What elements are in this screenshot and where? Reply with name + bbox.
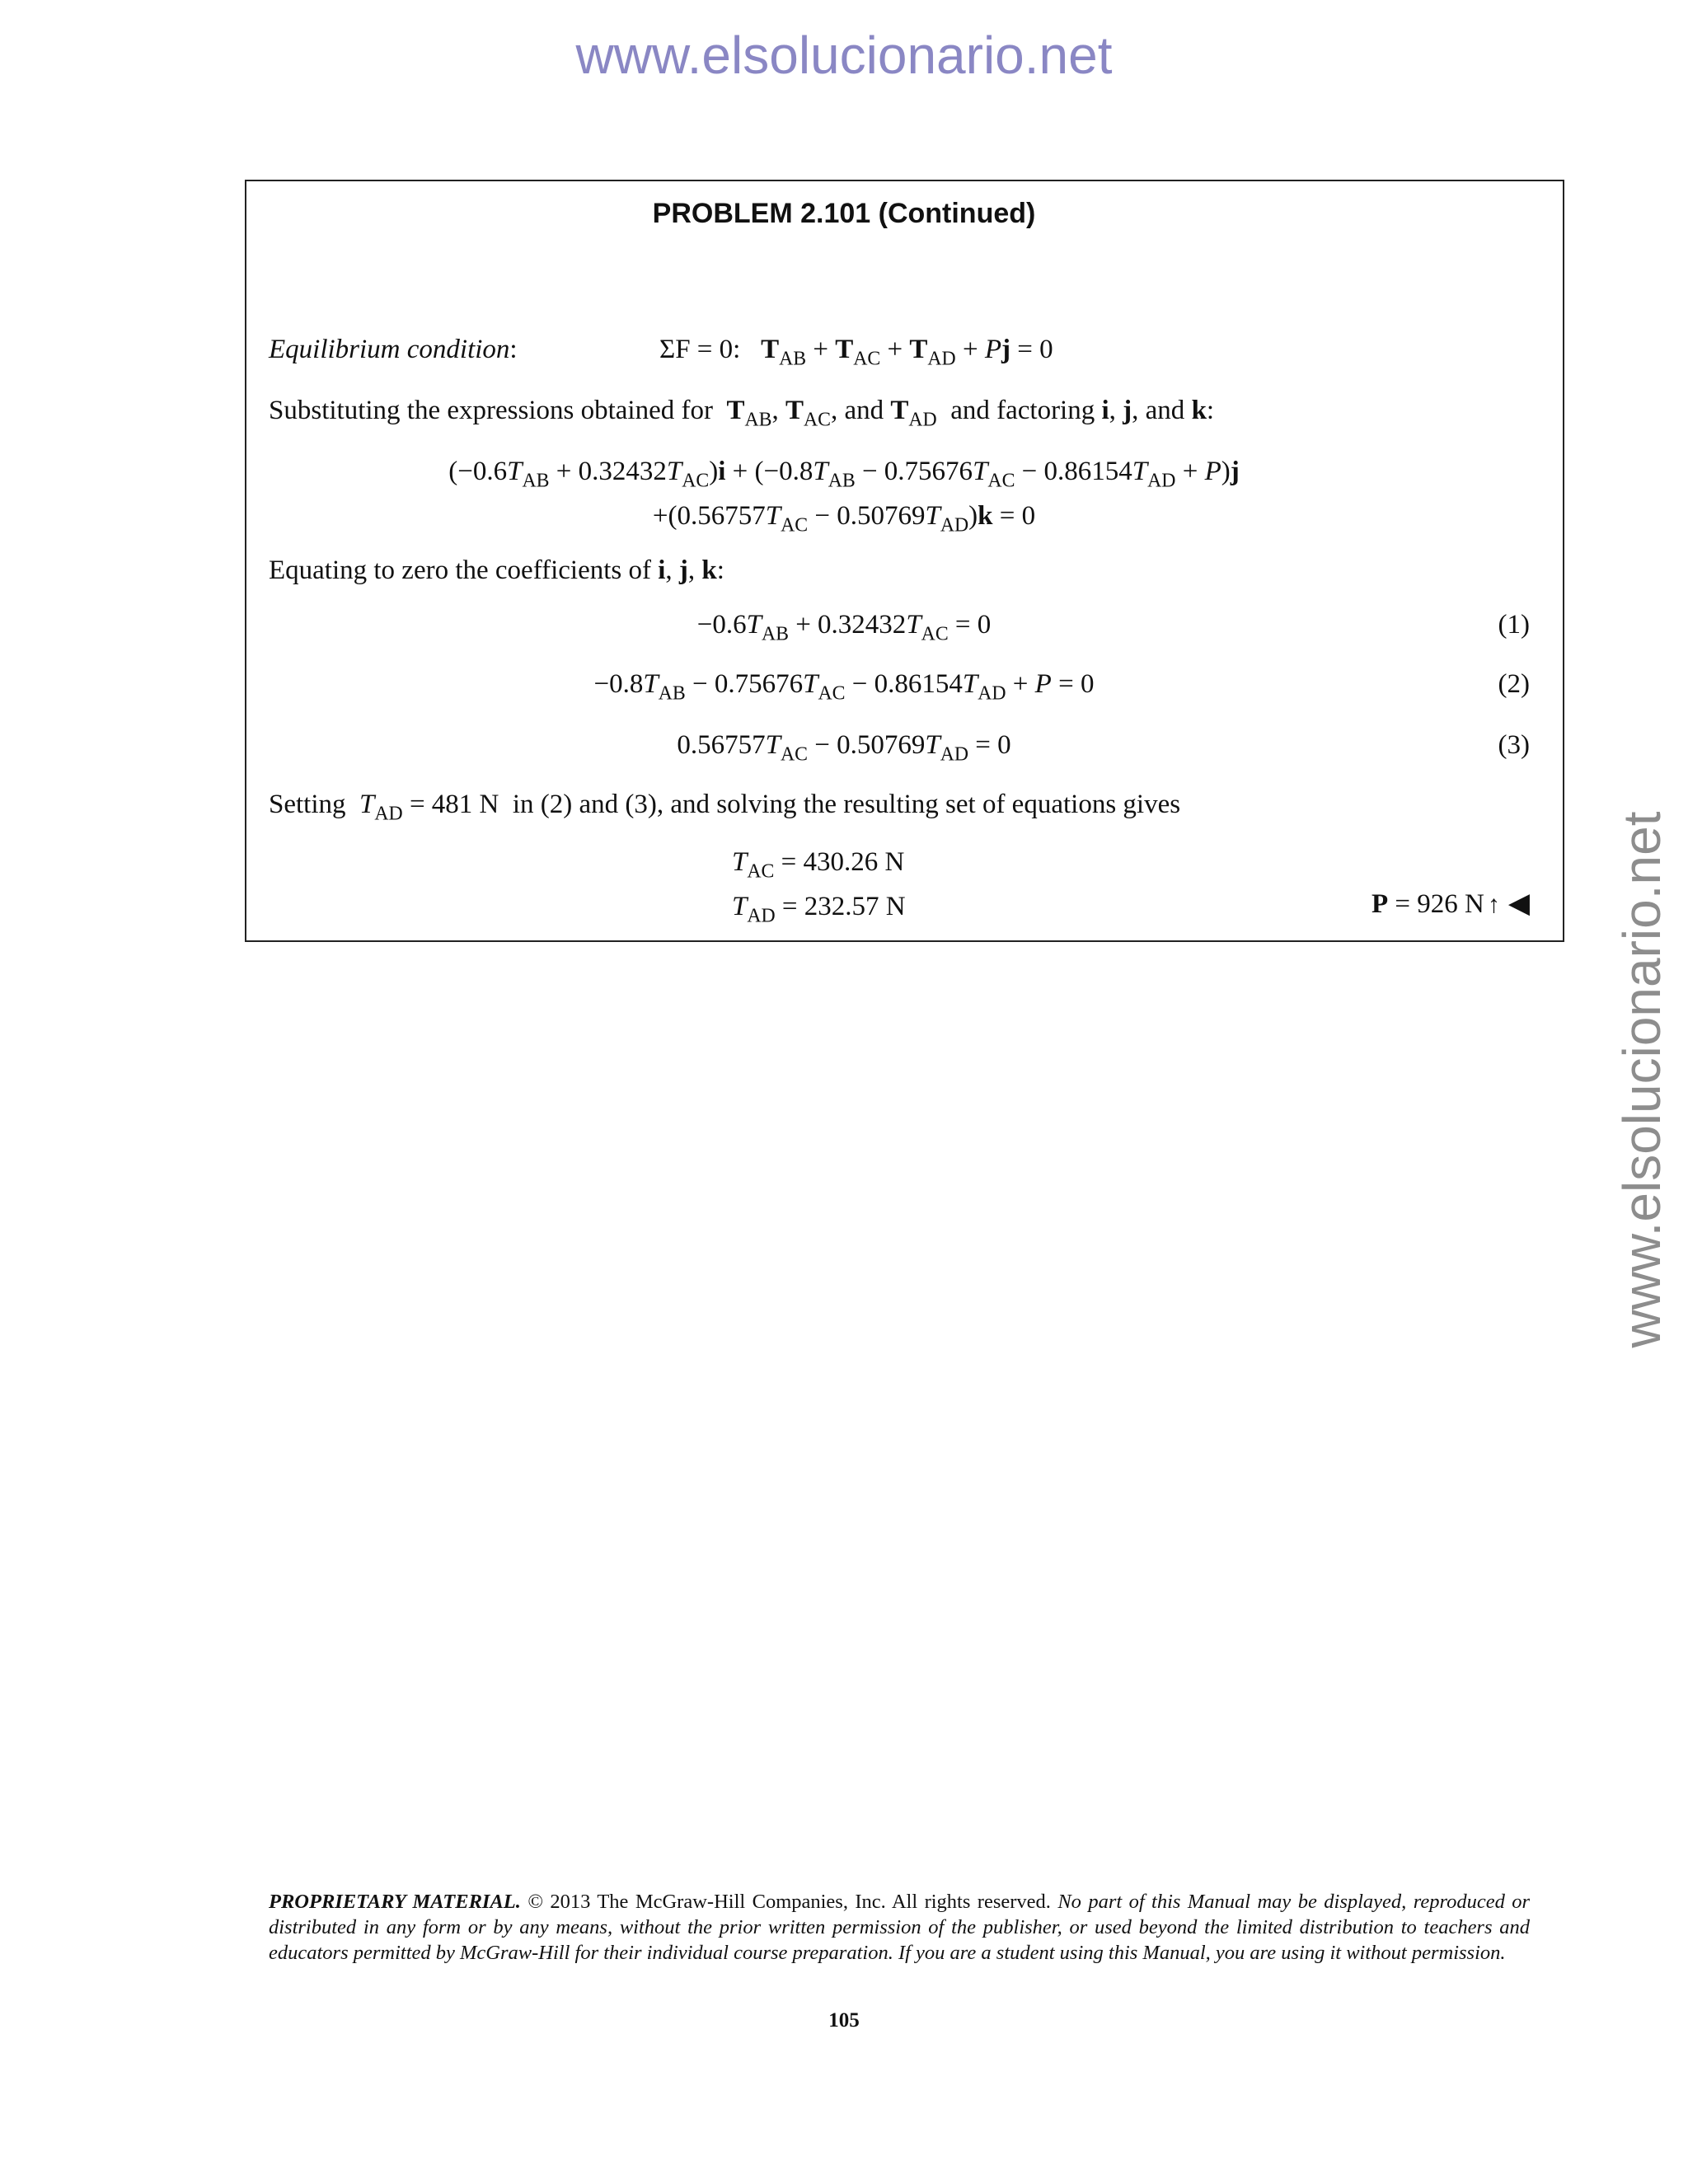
equation-1: $-0.6T_{AB} + 0.32432T_{AC} = 0$ — [696, 610, 992, 645]
setting-suffix: in (2) and (3), and solving the resulting set of equations gives — [512, 790, 1181, 819]
result-p: P = 926 N ↑ ◀ — [1371, 888, 1530, 919]
answer-marker-icon: ◀ — [1507, 888, 1530, 919]
result-tac-value: 430.26 N — [803, 847, 905, 877]
result-tac: $T_{AC} = 430.26$ N — [732, 847, 905, 883]
result-p-value: 926 N — [1417, 889, 1484, 919]
footer-copyright: © 2013 The McGraw-Hill Companies, Inc. All rights reserved. — [528, 1891, 1051, 1913]
equation-3: $0.56757T_{AC} - 0.50769T_{AD} = 0$ — [677, 730, 1011, 766]
expanded-equation-line1: $(-0.6T_{AB} + 0.32432T_{AC})i + (-0.8T_{AB} - 0.75676T_{AC} - 0.86154T_{AD} + P)j$ — [448, 457, 1240, 492]
equilibrium-equation: ΣF = 0: $T_{AB} + T_{AC} + T_{AD} + Pj = 0$ — [659, 335, 1053, 370]
page-title: PROBLEM 2.101 (Continued) — [652, 198, 1036, 229]
equating-line: Equating to zero the coefficients of i, j, k: — [269, 555, 724, 585]
substituting-line: Substituting the expressions obtained for $T_{AB}$, $T_{AC}$, and $T_{AD}$ and factoring i, j, and k: — [269, 396, 1215, 431]
footer-notice-text: No part of this Manual may be displayed, reproduced or distributed in any form or by any means, without the prior written permission of the publisher, or used beyond the limited distribution to teachers and educators permitted by McGraw-Hill for their individual course preparation. If you are a student using this Manual, you are using it without permission. — [269, 1891, 1531, 1964]
equation-3-number: (3) — [1498, 730, 1530, 760]
footer-prop-label: PROPRIETARY MATERIAL. — [269, 1891, 521, 1913]
equilibrium-line: Equilibrium condition: — [269, 335, 518, 364]
substituting-text: Substituting the expressions obtained for — [269, 396, 713, 425]
result-tad: $T_{AD} = 232.57$ N — [732, 892, 906, 927]
result-tad-value: 232.57 N — [804, 892, 906, 921]
equation-2: $-0.8T_{AB} - 0.75676T_{AC} - 0.86154T_{AD} + P = 0$ — [593, 669, 1095, 705]
equilibrium-label: Equilibrium condition — [269, 335, 510, 364]
expanded-equation-line2: $+(0.56757T_{AC} - 0.50769T_{AD})k = 0$ — [652, 501, 1036, 537]
setting-line: Setting $T_{AD} = 481$ N in (2) and (3), and solving the resulting set of equations gives — [269, 790, 1181, 825]
page-number: 105 — [828, 2009, 860, 2032]
footer-notice — [269, 1889, 1530, 1966]
watermark-top: www.elsolucionario.net — [575, 26, 1113, 85]
equation-2-number: (2) — [1498, 669, 1530, 699]
watermark-side: www.elsolucionario.net — [1612, 811, 1672, 1348]
equation-1-number: (1) — [1498, 610, 1530, 640]
setting-prefix: Setting — [269, 790, 346, 819]
arrow-up-icon: ↑ — [1487, 891, 1500, 918]
equating-text: Equating to zero the coefficients of — [269, 555, 651, 585]
